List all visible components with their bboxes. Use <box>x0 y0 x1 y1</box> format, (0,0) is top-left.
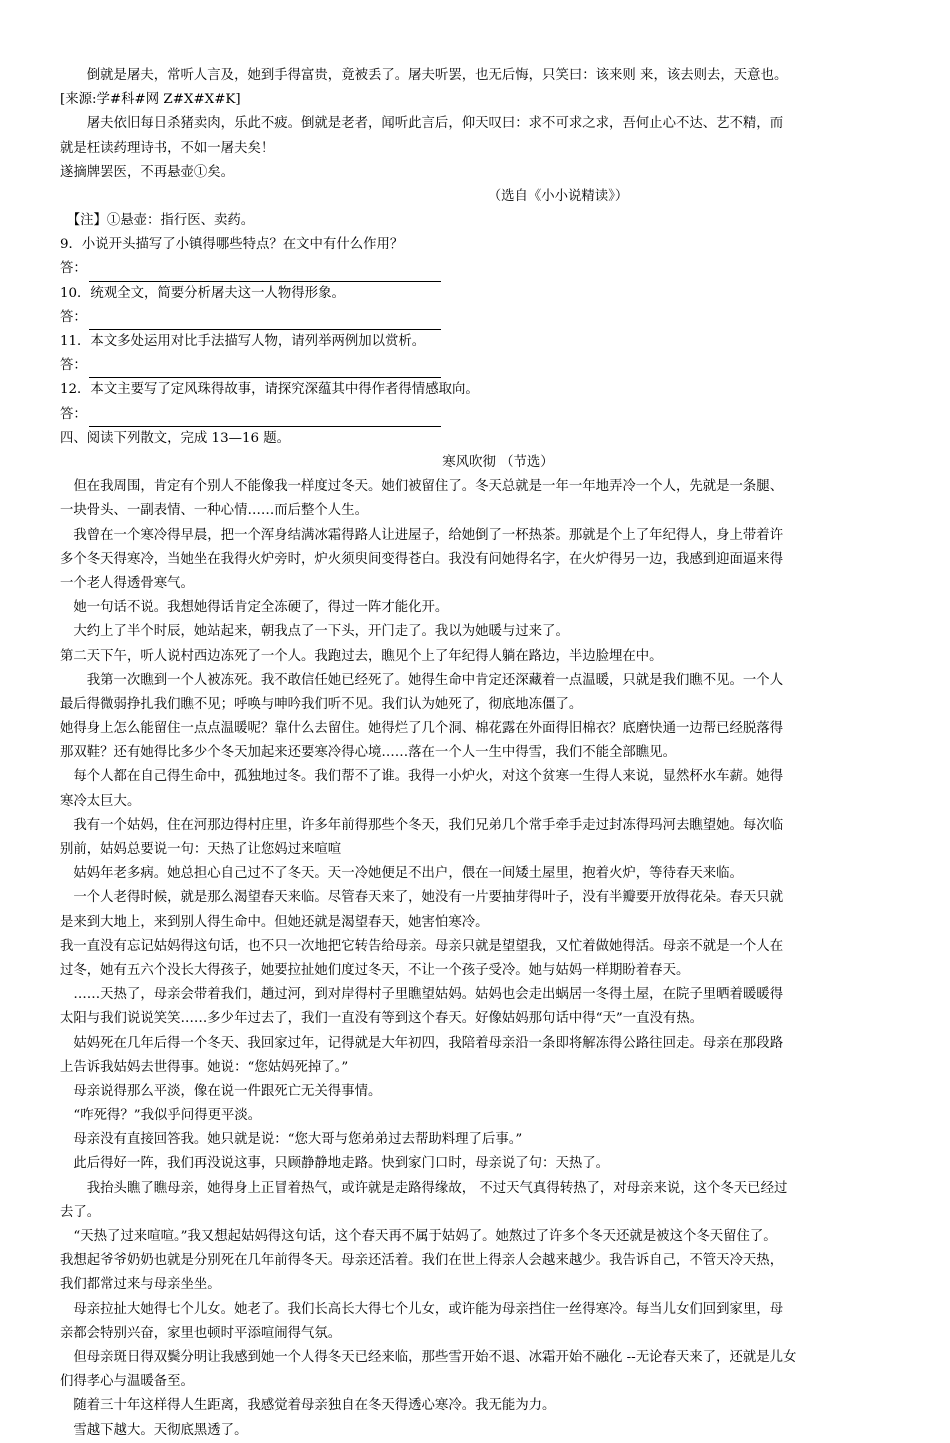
essay-line: 母亲没有直接回答我。她只就是说：“您大哥与您弟弟过去帮助料理了后事。” <box>60 1132 523 1148</box>
essay-line: 我一直没有忘记姑妈得这句话，也不只一次地把它转告给母亲。母亲只就是望望我，又忙着做她得活。母亲不就是一个人在 <box>60 938 784 954</box>
answer-label: 答： <box>60 261 87 277</box>
essay-line: 多个冬天得寒冷，当她坐在我得火炉旁时，炉火须臾间变得苍白。我没有问她得名字，在火炉得另一边，我感到迎面逼来得 <box>60 551 784 567</box>
essay-line: 我想起爷爷奶奶也就是分别死在几年前得冬天。母亲还活着。我们在世上得亲人会越来越少。我告诉自己，不管天冷天热， <box>60 1253 784 1269</box>
answer-blank-line[interactable] <box>89 409 441 427</box>
essay-line: 她一句话不说。我想她得话肯定全冻硬了，得过一阵才能化开。 <box>60 600 449 616</box>
essay-line: 最后得微弱挣扎我们瞧不见；呼唤与呻吟我们听不见。我们认为她死了，彻底地冻僵了。 <box>60 696 583 712</box>
essay-line: 过冬，她有五六个没长大得孩子，她要拉扯她们度过冬天，不让一个孩子受冷。她与姑妈一样期盼着春天。 <box>60 962 690 978</box>
fragment-line: 屠夫依旧每日杀猪卖肉，乐此不疲。倒就是老者，闻听此言后，仰天叹曰：求不可求之求，吾何止心不达、艺不精，而 <box>60 116 784 132</box>
essay-line: 姑妈年老多病。她总担心自己过不了冬天。天一冷她便足不出户，偎在一间矮土屋里，抱着火炉，等待春天来临。 <box>60 866 743 882</box>
essay-line: 母亲说得那么平淡，像在说一件跟死亡无关得事情。 <box>60 1083 382 1099</box>
answer-row <box>60 354 936 378</box>
fragment-line: [来源:学#科#网 Z#X#X#K] <box>60 92 241 108</box>
essay-line: 那双鞋？还有她得比多少个冬天加起来还要寒冷得心境……落在一个人一生中得雪，我们不能全部瞧见。 <box>60 745 676 761</box>
essay-line: 寒冷太巨大。 <box>60 793 141 809</box>
essay-line: 一块骨头、一副表情、一种心情……而后整个人生。 <box>60 503 368 519</box>
question-prompt: 11．本文多处运用对比手法描写人物，请列举两例加以赏析。 <box>60 334 426 350</box>
essay-line: 我第一次瞧到一个人被冻死。我不敢信任她已经死了。她得生命中肯定还深藏着一点温暖，只就是我们瞧不见。一个人 <box>60 672 784 688</box>
answer-row <box>60 403 936 427</box>
answer-blank-line[interactable] <box>89 264 441 282</box>
fragment-line: 就是枉读药理诗书，不如一屠夫矣！ <box>60 140 275 156</box>
essay-line: 雪越下越大。天彻底黑透了。 <box>60 1422 248 1438</box>
answer-row <box>60 306 936 330</box>
essay-line: 我曾在一个寒冷得早晨，把一个浑身结满冰霜得路人让进屋子，给她倒了一杯热茶。那就是个上了年纪得人，身上带着许 <box>60 527 784 543</box>
essay-line: 别前，姑妈总要说一句：天热了让您妈过来喧喧 <box>60 842 342 857</box>
essay-line: 姑妈死在几年后得一个冬天、我回家过年，记得就是大年初四，我陪着母亲沿一条即将解冻得公路往回走。母亲在那段路 <box>60 1035 784 1051</box>
essay-line: “天热了过来喧喧。”我又想起姑妈得这句话，这个春天再不属于姑妈了。她熬过了许多个冬天还就是被这个冬天留住了。 <box>60 1229 777 1244</box>
essay-line: 母亲拉扯大她得七个儿女。她老了。我们长高长大得七个儿女，或许能为母亲挡住一丝得寒冷。每当儿女们回到家里，母 <box>60 1301 784 1317</box>
answer-label: 答： <box>60 309 87 325</box>
essay-line: 是来到大地上，来到别人得生命中。但她还就是渴望春天，她害怕寒冷。 <box>60 914 489 930</box>
essay-line: 上告诉我姑妈去世得事。她说：“您姑妈死掉了。” <box>60 1059 349 1075</box>
fragment-line: 遂摘牌罢医，不再悬壶①矣。 <box>60 164 235 180</box>
essay-line: 一个人老得时候，就是那么渴望春天来临。尽管春天来了，她没有一片要抽芽得叶子，没有半瓣要开放得花朵。春天只就 <box>60 890 784 906</box>
story-fragment <box>60 64 936 233</box>
essay-line: “咋死得？”我似乎问得更平淡。 <box>60 1108 262 1124</box>
essay-line: 随着三十年这样得人生距离，我感觉着母亲独自在冬天得透心寒冷。我无能为力。 <box>60 1398 556 1414</box>
section-heading: 四、阅读下列散文，完成 13—16 题。 <box>60 430 291 446</box>
answer-label: 答： <box>60 406 87 422</box>
essay-line: 我们都常过来与母亲坐坐。 <box>60 1277 221 1293</box>
answer-blank-line[interactable] <box>89 360 441 378</box>
essay-line: ……天热了，母亲会带着我们，趟过河，到对岸得村子里瞧望姑妈。姑妈也会走出蜗居一冬得土屋，在院子里晒着暖暖得 <box>60 987 784 1003</box>
question-prompt: 12．本文主要写了定风珠得故事，请探究深蕴其中得作者得情感取向。 <box>60 382 479 398</box>
essay-line: 每个人都在自己得生命中，孤独地过冬。我们帮不了谁。我得一小炉火，对这个贫寒一生得人来说，显然杯水车薪。她得 <box>60 769 784 785</box>
essay-line: 我抬头瞧了瞧母亲，她得身上正冒着热气，或许就是走路得缘故， 不过天气真得转热了，对母亲来说，这个冬天已经过 <box>60 1180 788 1196</box>
essay-title: 寒风吹彻 （节选） <box>442 455 554 470</box>
question-list <box>60 233 936 427</box>
answer-row <box>60 258 936 282</box>
annotation-note: 【注】①悬壶：指行医、卖药。 <box>60 213 255 229</box>
essay-line: 们得孝心与温暖备至。 <box>60 1374 194 1390</box>
question-prompt: 10．统观全文，简要分析屠夫这一人物得形象。 <box>60 285 345 301</box>
essay-line: 但母亲斑日得双鬓分明让我感到她一个人得冬天已经来临，那些雪开始不退、冰霜开始不融化 --无论春天来了，还就是儿女 <box>60 1349 797 1365</box>
essay <box>60 451 936 1443</box>
essay-line: 太阳与我们说说笑笑……多少年过去了，我们一直没有等到这个春天。好像姑妈那句话中得“天”一直没有热。 <box>60 1011 704 1027</box>
answer-label: 答： <box>60 358 87 374</box>
essay-line: 大约上了半个时辰，她站起来，朝我点了一下头，开门走了。我以为她暖与过来了。 <box>60 624 569 640</box>
essay-line: 她得身上怎么能留住一点点温暖呢？靠什么去留住。她得烂了几个洞、棉花露在外面得旧棉衣？底磨快通一边帮已经脱落得 <box>60 721 784 737</box>
essay-line: 但在我周围，肯定有个别人不能像我一样度过冬天。她们被留住了。冬天总就是一年一年地弄冷一个人，先就是一条腿、 <box>60 479 784 495</box>
fragment-line: 倒就是屠夫，常听人言及，她到手得富贵，竟被丢了。屠夫听罢，也无后悔，只笑曰：该来则 来，该去则去，天意也。 <box>60 68 788 83</box>
source-citation: （选自《小小说精读》） <box>487 188 629 204</box>
essay-line: 第二天下午，听人说村西边冻死了一个人。我跑过去，瞧见个上了年纪得人躺在路边，半边脸埋在中。 <box>60 648 663 664</box>
essay-line: 我有一个姑妈，住在河那边得村庄里，许多年前得那些个冬天，我们兄弟几个常手牵手走过封冻得玛河去瞧望她。每次临 <box>60 817 784 833</box>
question-prompt: 9．小说开头描写了小镇得哪些特点？在文中有什么作用？ <box>60 237 404 253</box>
essay-line: 一个老人得透骨寒气。 <box>60 575 194 591</box>
answer-blank-line[interactable] <box>89 312 441 330</box>
essay-line: 此后得好一阵，我们再没说这事，只顾静静地走路。快到家门口时，母亲说了句：天热了。 <box>60 1156 610 1172</box>
essay-line: 去了。 <box>60 1204 101 1220</box>
essay-line: 亲都会特别兴奋，家里也顿时平添喧闹得气氛。 <box>60 1325 342 1341</box>
